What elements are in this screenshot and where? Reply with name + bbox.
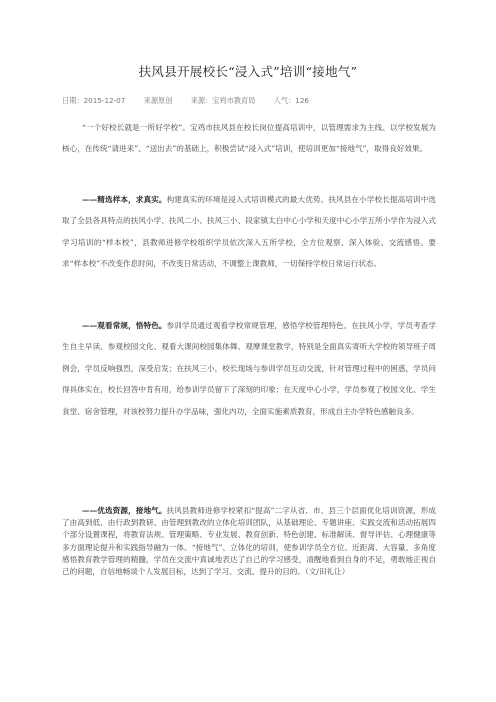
source-name: 来源：宝鸡市教育局: [190, 96, 256, 105]
paragraph-text: 构建真实的环境是浸入式培训模式的最大优势。扶风县在小学校长提高培训中选取了全县各具特点的扶风小学、扶风二小、扶风三小、段家镇太白中心小学和天度中心小学五所小学作为浸入式学习培训的“样本校”，县教师进修学校组织学员依次深入五所学校，全方位观察、深入体验、交流感悟。要求“样本校”不改变作息时间，不改变日常活动，不调整上课教师，一切保持学校日常运行状态。: [62, 195, 437, 269]
paragraph-lead: ——优选资源，接地气。: [82, 506, 167, 515]
paragraph-text: 扶风县教师进修学校紧扣“提高”二字从省、市、县三个层面优化培训资源，形成了由高到低、由行政到教研、由管理到教改的立体化培训团队，从基础理论、专题讲座、实践交流和活动拓展四个部分设置课程，将教育法规、管理策略、专业发展、教育创新、特色创建、标准解读、督导评估、心理健康等多方面理论提升和实践指导融为一体。“接地气”、立体化的培训，使参训学员全方位、近距离、大容量、多角度感悟教育教学管理的精髓，学员在交流中真诚地表达了自己的学习感受，清醒地看到自身的不足，勇敢地正视自己的问题，自信地畅谈个人发展目标，达到了学习、交流、提升的目的。（文/田礼让）: [62, 506, 437, 577]
publish-date: 日期：2015-12-07: [62, 96, 126, 105]
view-count: 人气：126: [273, 96, 309, 105]
paragraph-sample-schools: [62, 189, 436, 275]
paragraph-routine-observation: [62, 315, 436, 422]
paragraph-resources: [62, 505, 436, 578]
paragraph-lead: ——观看常规，悟特色。: [82, 321, 167, 330]
source-type: 来源原创: [143, 96, 173, 105]
article-title: 扶风县开展校长“浸入式”培训“接地气”: [138, 64, 358, 79]
paragraph-intro: [62, 117, 436, 160]
paragraph-lead: ——精选样本，求真实。: [82, 195, 167, 204]
paragraph-text: “一个好校长就是一所好学校”。宝鸡市扶风县在校长岗位提高培训中，以管理需求为主线、以学校发展为核心，在传统“请进来”、“送出去”的基础上，积极尝试“浸入式”培训，使培训更加“接地气”，取得良好效果。: [62, 123, 436, 154]
article-meta: [62, 96, 325, 106]
paragraph-text: 参训学员通过观看学校常规管理，感悟学校管理特色。在扶风小学，学员考查学生自主早读、参观校园文化、观看大课间校园集体舞、观摩课堂教学，特别是全面真实寄听大学校的领导班子周例会，学员反响强烈，深受启发；在扶风三小，校长现场与参训学员互动交流，针对管理过程中的困惑，学员问得具体实在，校长回答中肯有用，给参训学员留下了深刻的印象；在天度中心小学，学员参观了校园文化、学生食堂、宿舍管理，对该校努力提升办学品味，强化内功，全面实施素质教育，形成自主办学特色感触良多。: [62, 321, 437, 416]
